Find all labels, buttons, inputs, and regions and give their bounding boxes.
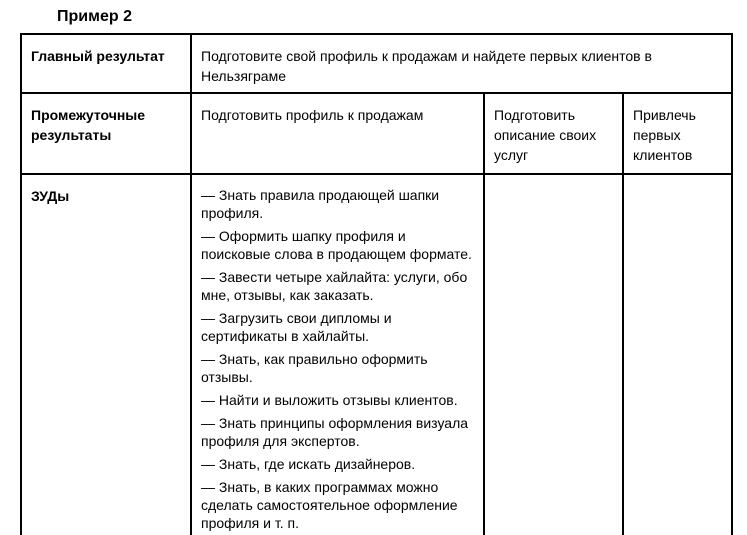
cell-zudy-empty-2: [623, 174, 732, 535]
row-header-main-result: Главный результат: [21, 34, 191, 93]
list-item: — Оформить шапку профиля и поисковые слова в продающем формате.: [201, 228, 472, 262]
row-header-zudy: ЗУДы: [21, 174, 191, 535]
cell-zudy-empty-1: [484, 174, 623, 535]
table-row-intermediate-results: [21, 93, 732, 174]
list-item: — Знать, как правильно оформить отзывы.: [201, 351, 428, 385]
cell-intermediate-result-2: Подготовить описание своих услуг: [484, 93, 623, 174]
row-header-intermediate-results: Промежуточные результаты: [21, 93, 191, 174]
page-title: Пример 2: [57, 8, 132, 25]
list-item: — Завести четыре хайлайта: услуги, обо мне, отзывы, как заказать.: [201, 269, 468, 303]
cell-zudy-list: [191, 174, 484, 535]
list-item: — Знать принципы оформления визуала профиля для экспертов.: [201, 415, 469, 449]
list-item: — Знать, в каких программах можно сделать самостоятельное оформление профиля и т. п.: [201, 479, 458, 531]
results-table: [20, 33, 733, 535]
cell-intermediate-result-3: Привлечь первых клиентов: [623, 93, 732, 174]
cell-intermediate-result-1: Подготовить профиль к продажам: [191, 93, 484, 174]
cell-main-result-value: Подготовите свой профиль к продажам и найдете первых клиентов в Нельзяграме: [191, 34, 732, 93]
table-row-main-result: [21, 34, 732, 93]
list-item: — Знать, где искать дизайнеров.: [201, 456, 416, 472]
list-item: — Загрузить свои дипломы и сертификаты в хайлайты.: [201, 310, 392, 344]
list-item: — Знать правила продающей шапки профиля.: [201, 187, 440, 221]
table-row-zudy: [21, 174, 732, 535]
list-item: — Найти и выложить отзывы клиентов.: [201, 392, 458, 408]
